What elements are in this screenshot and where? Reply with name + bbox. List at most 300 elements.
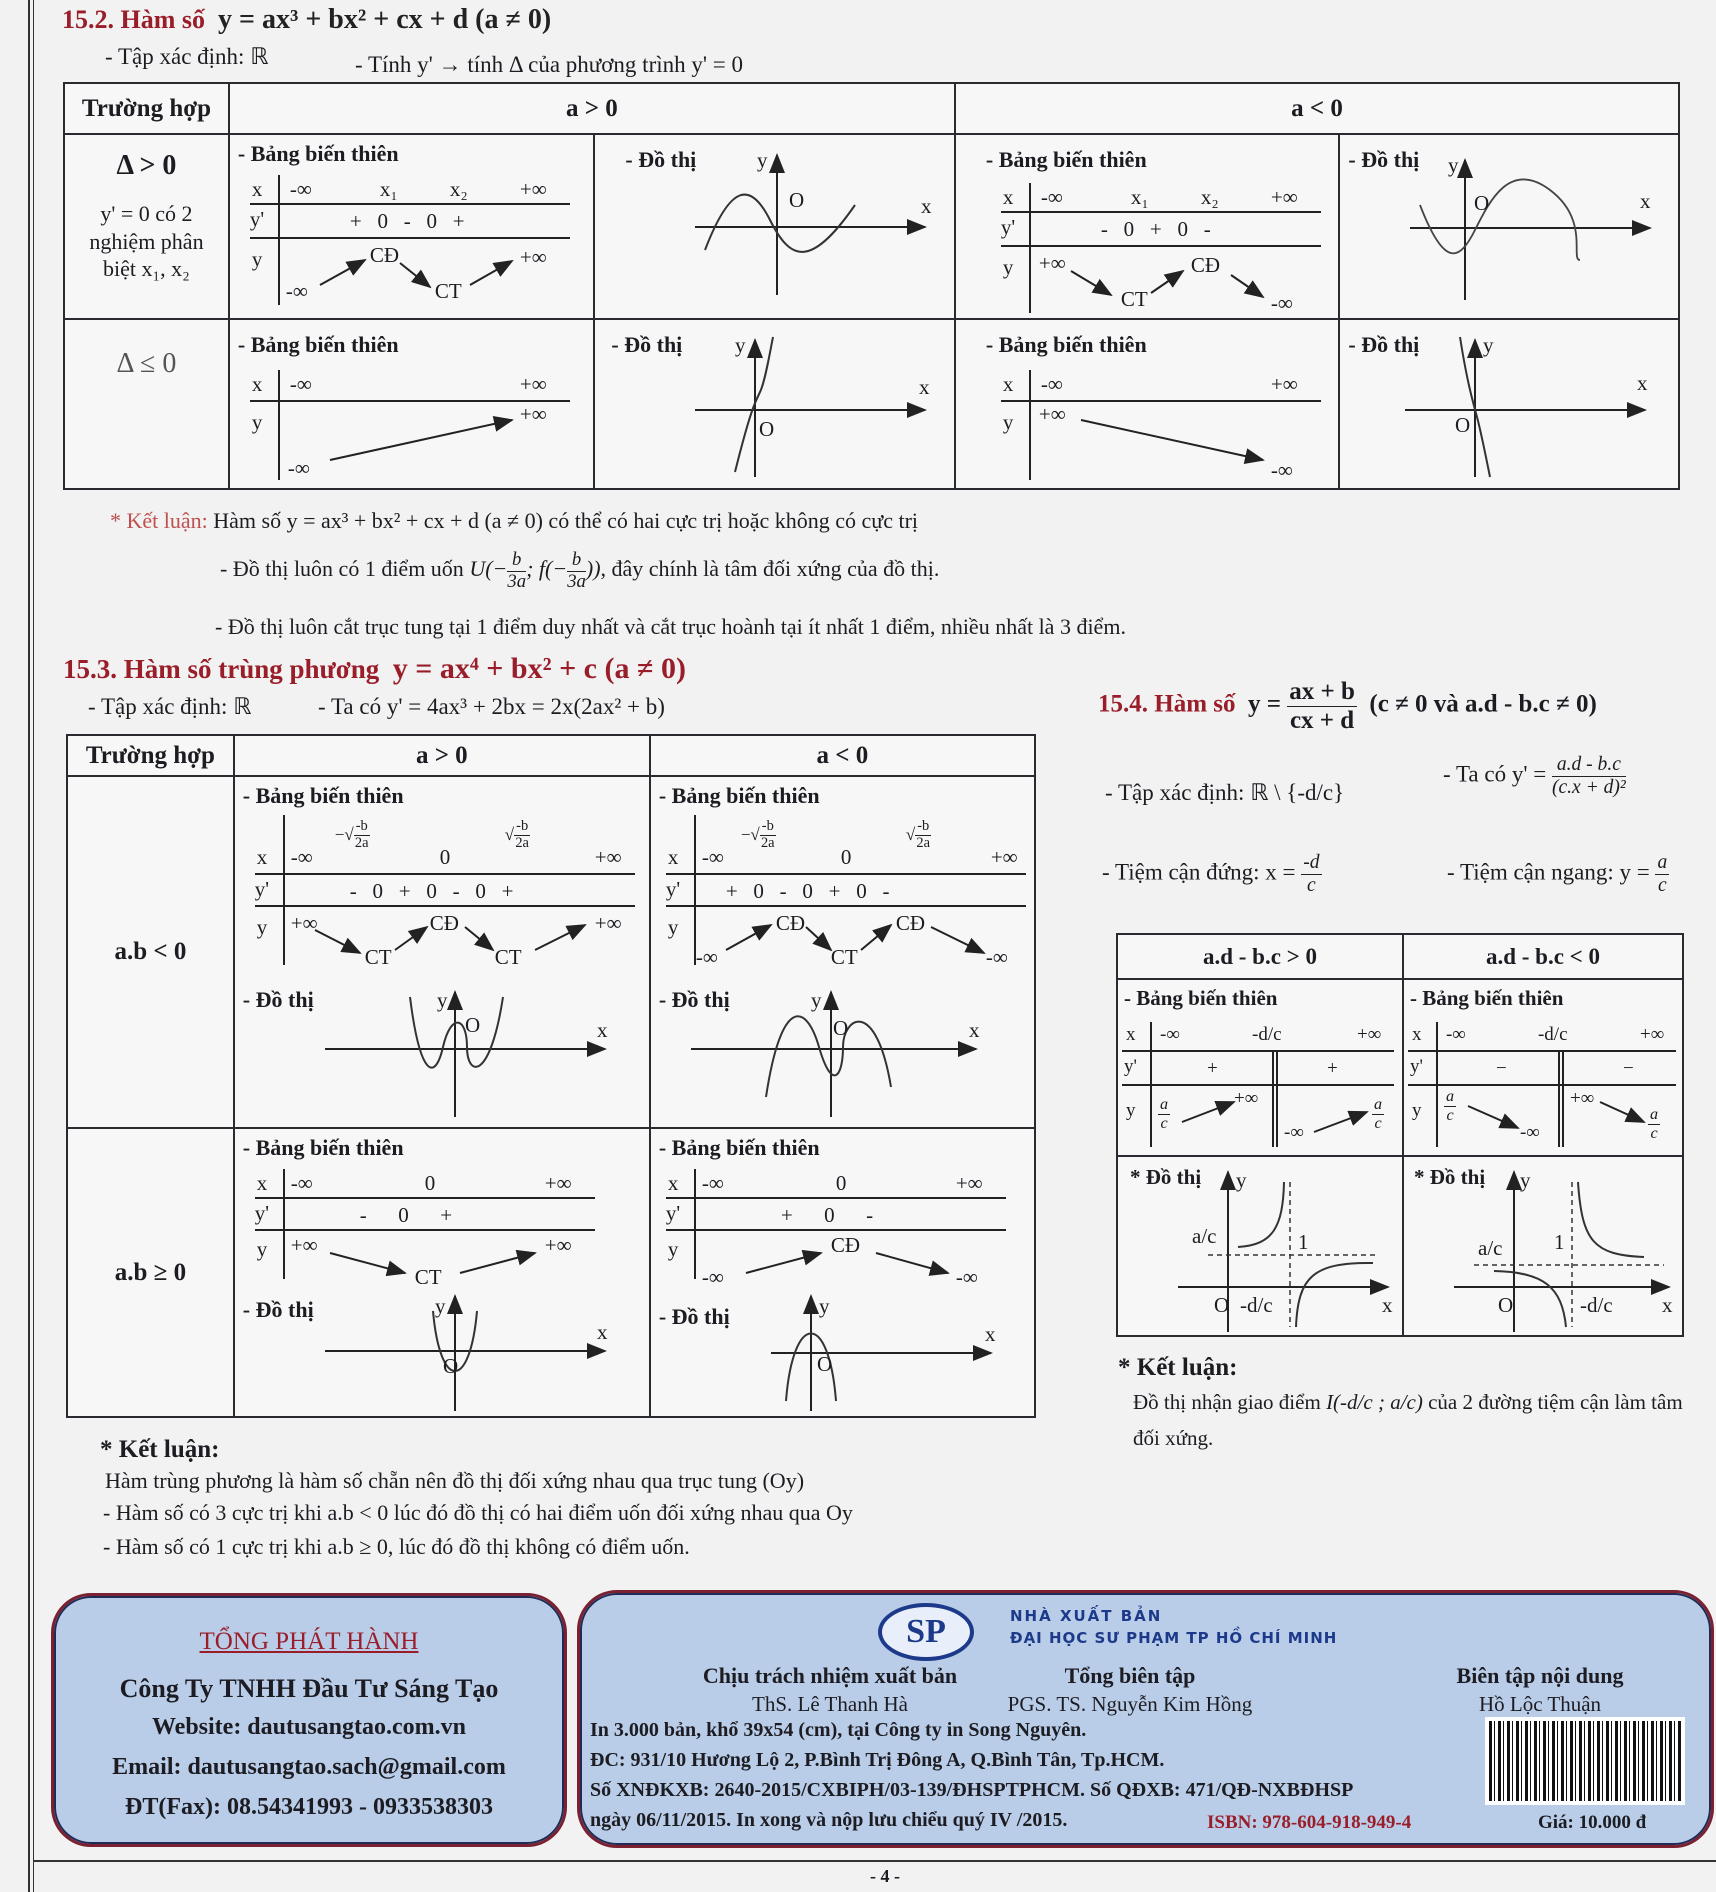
table-cell-text: CĐ [775, 911, 806, 935]
case-ab-nonneg: a.b ≥ 0 [67, 1128, 234, 1417]
graph-mark [705, 195, 855, 252]
graph-mark [400, 263, 430, 287]
table-cell-text: -∞ [1270, 291, 1293, 315]
table-cell-text: O [816, 1352, 833, 1376]
distributor-website[interactable]: Website: dautusangtao.com.vn [151, 1714, 467, 1740]
variation-table [250, 175, 570, 305]
graph-label: - Đồ thị [1348, 332, 1420, 357]
table-cell-text: -d/c [1240, 1293, 1273, 1317]
table-cell-text: CĐ [830, 1233, 861, 1257]
distributor-email[interactable]: Email: dautusangtao.sach@gmail.com [112, 1754, 506, 1780]
table-cell-text: y' [249, 207, 265, 231]
table-cell-text: √ $\frac{-b}{2a}$ [504, 818, 529, 851]
bottom-rule [34, 1860, 1716, 1862]
table-cell-text: y [1519, 1168, 1531, 1192]
variation-arrows [1001, 183, 1321, 313]
table-cell-text: O [789, 188, 805, 212]
bbt-label: - Bảng biến thiên [237, 141, 399, 166]
cubic-graph-falling-wave [1410, 150, 1650, 310]
variation-table [1408, 1022, 1676, 1147]
table-cell-text: CĐ [1190, 253, 1221, 277]
s153-conclusion-title: * Kết luận: [100, 1436, 220, 1463]
section-15-2-title: 15.2. Hàm số y = ax³ + bx² + cx + d (a ≠ 0) [62, 4, 552, 35]
print-info: In 3.000 bản, khổ 39x54 (cm), tại Công ty in Song Nguyên. [590, 1719, 1087, 1741]
table-cell-text: +∞ [1234, 1088, 1259, 1109]
s153-conclusion-2: - Hàm số có 3 cực trị khi a.b < 0 lúc đó đồ thị có hai điểm uốn đối xứng nhau qua Oy [103, 1500, 853, 1525]
table-cell-text: y [810, 988, 822, 1012]
table-cell-text: O [1474, 191, 1490, 215]
table-cell-text: y [256, 915, 268, 939]
table-cell-text: a.d - b.c [1552, 754, 1626, 777]
table-cell-text: O [1455, 413, 1471, 437]
graph-mark [1071, 271, 1111, 295]
table-cell-text: +∞ [1357, 1024, 1382, 1045]
table-cell-text: -∞ [695, 945, 718, 969]
table-cell-text: y [1002, 255, 1014, 279]
graph-label: * Đồ thị [1413, 1165, 1486, 1189]
bbt-label: - Bảng biến thiên [242, 1135, 404, 1160]
table-cell-text: y [1411, 1100, 1422, 1121]
table-cell-text: +∞ [519, 372, 547, 396]
bbt-label: - Bảng biến thiên [658, 783, 820, 808]
graph-label: - Đồ thị [1348, 147, 1420, 172]
s152-conclusion-1: * Kết luận: Hàm số y = ax³ + bx² + cx + d (a ≠ 0) có thể có hai cực trị hoặc không có cực trị [110, 508, 919, 533]
table-cell-text: a/c [1192, 1224, 1217, 1248]
table-cell-text: +∞ [1270, 185, 1298, 209]
table-cell-text: CT [414, 1265, 442, 1289]
variation-arrows [255, 815, 635, 965]
publisher-logo: SP [878, 1603, 974, 1661]
table-cell-text: -∞ [1040, 185, 1063, 209]
table-cell-text: a [1657, 852, 1668, 873]
case-ab-neg: a.b < 0 [67, 776, 234, 1128]
responsible-title: Chịu trách nhiệm xuất bản [702, 1663, 958, 1688]
delta-le-label: Δ ≤ 0 [116, 348, 177, 379]
quartic-aneg-abnonneg [650, 1128, 1035, 1417]
table-cell-text: CĐ [895, 911, 926, 935]
table-cell-text: x [1126, 1024, 1136, 1045]
table-cell-text: -∞ [287, 456, 310, 480]
variation-table [254, 1169, 595, 1289]
table-cell-text: + 0 - 0 + [349, 209, 465, 233]
table-cell-text: a [1374, 1096, 1383, 1113]
table-cell-text: O [464, 1013, 480, 1037]
content-editor-name: Hồ Lộc Thuận [1478, 1692, 1602, 1716]
header-det-neg: a.d - b.c < 0 [1403, 934, 1683, 979]
table-cell-text: b [507, 550, 526, 572]
table-cell-text: a [1160, 1096, 1169, 1113]
table-cell-text: (c.x + d)² [1551, 776, 1626, 798]
bbt-cubic-apos-dpos [229, 134, 595, 319]
table-cell-text: +∞ [519, 402, 547, 426]
graph-mark [410, 997, 503, 1068]
variation-table [250, 370, 570, 480]
table-cell-text: y [1448, 153, 1459, 177]
table-cell-text: c [1160, 1114, 1168, 1132]
table-cell-text: y [735, 333, 746, 357]
s154-deriv: - Ta có y' = $\frac{a.d - b.c}{\text{(c.x + d)²}}$ [1443, 754, 1626, 798]
graph-label: - Đồ thị [242, 1297, 314, 1322]
table-cell-text: x [984, 1322, 996, 1346]
s152-domain: - Tập xác định: ℝ [105, 44, 269, 69]
table-cell-text: c [1658, 874, 1667, 896]
table-cell-text: x [1002, 372, 1014, 396]
table-cell-text: y [256, 1237, 268, 1261]
section-15-4-title: 15.4. Hàm số y = $\frac{ax + b}{cx + d}$ (c ≠ 0 và a.d - b.c ≠ 0) [1098, 678, 1597, 734]
s152-conclusion-3: - Đồ thị luôn cắt trục tung tại 1 điểm duy nhất và cắt trục hoành tại ít nhất 1 điểm, nhiều nhất là 3 điểm. [215, 614, 1126, 639]
table-cell-text: 1 [1298, 1230, 1309, 1254]
cubic-graph-rising-wave [695, 145, 935, 305]
table-cell-text: -∞ [985, 945, 1008, 969]
table-cell-text: O [442, 1354, 458, 1378]
bbt-cubic-aneg-dpos [955, 134, 1339, 319]
graph-label: * Đồ thị [1130, 1165, 1202, 1189]
table-cell-text: +∞ [290, 911, 318, 935]
table-cell-text: -∞ [701, 1265, 724, 1289]
variation-table [1001, 183, 1321, 313]
table-cell-text: CĐ [429, 911, 459, 935]
table-cell-text: -∞ [1160, 1024, 1180, 1045]
table-cell-text: y [434, 1294, 446, 1318]
table-cell-text: 3a [567, 570, 586, 592]
table-cell-text: +∞ [544, 1233, 572, 1257]
graph-mark [1468, 1106, 1518, 1128]
table-cell-text: +∞ [1639, 1024, 1665, 1045]
table-cell-text: x [1411, 1024, 1422, 1045]
editor-in-chief-title: Tổng biên tập [1064, 1663, 1196, 1688]
table-cell-text: 1 [1553, 1230, 1565, 1254]
distributor-phone: ĐT(Fax): 08.54341993 - 0933538303 [125, 1794, 493, 1820]
publisher-box [577, 1590, 1714, 1848]
table-cell-text: 3a [507, 570, 527, 592]
table-cell-text: x [1640, 189, 1651, 213]
graph-mark [726, 925, 771, 950]
table-cell-text: − [1495, 1058, 1507, 1079]
s152-conclusion-2: - Đồ thị luôn có 1 điểm uốn U(− $\frac{b}{3a}$ ; f(− $\frac{b}{3a}$ )), đây chính là tâm đối xứng của đồ thị. [220, 549, 940, 592]
s154-conclusion-text: Đồ thị nhận giao điểm I(-d/c ; a/c) của 2 đường tiệm cận làm tâm đối xứng. [1133, 1390, 1683, 1450]
table-cell-text: +∞ [519, 245, 547, 269]
table-cell-text: - 0 + 0 - 0 + [349, 879, 514, 903]
content-editor-title: Biên tập nội dung [1456, 1663, 1624, 1688]
editor-in-chief-name: PGS. TS. Nguyễn Kim Hồng [1007, 1692, 1253, 1716]
graph-mark [330, 420, 512, 460]
table-cell-text: -∞ [290, 1171, 313, 1195]
graph-rational-neg [1403, 1156, 1683, 1336]
table-cell-text: -∞ [701, 1171, 724, 1195]
s154-vertical-asymptote: - Tiệm cận đứng: x = $\frac{-d}{c}$ [1102, 852, 1320, 896]
graph-label: - Đồ thị [242, 987, 314, 1012]
barcode [1485, 1717, 1685, 1805]
graph-cubic-aneg-dle [1339, 319, 1679, 489]
table-cell-text: y [1483, 333, 1494, 357]
quartic-graph-n-shape [771, 1291, 1031, 1411]
printer-address: ĐC: 931/10 Hương Lộ 2, P.Bình Trị Đông A, Q.Bình Tân, Tp.HCM. [590, 1749, 1165, 1771]
s153-domain: - Tập xác định: ℝ [88, 694, 252, 719]
table-cell-text: -b [516, 818, 529, 834]
variation-arrows [666, 815, 1026, 965]
table-cell-text: +∞ [519, 177, 547, 201]
table-cell-text: x [968, 1018, 980, 1042]
graph-mark [806, 927, 831, 950]
variation-arrows [1122, 1022, 1394, 1147]
bbt-label: - Bảng biến thiên [985, 147, 1147, 172]
table-cell-text: x [596, 1018, 608, 1042]
table-cell-text: -∞ [1519, 1122, 1540, 1143]
table-cell-text: -b [355, 818, 368, 834]
cubic-table [63, 82, 1680, 490]
header-case: Trường hợp [64, 83, 229, 134]
s154-horizontal-asymptote: - Tiệm cận ngang: y = $\frac{a}{c}$ [1447, 852, 1668, 896]
graph-mark [395, 927, 427, 950]
table-cell-text: x [256, 845, 268, 869]
table-cell-text: O [832, 1016, 849, 1040]
graph-mark [1296, 1263, 1373, 1327]
graph-mark [1081, 420, 1263, 460]
distributor-heading: TỔNG PHÁT HÀNH [199, 1628, 419, 1655]
table-cell-text: a/c [1477, 1236, 1503, 1260]
table-cell-text: y' [1124, 1056, 1137, 1077]
table-cell-text: y' [1409, 1056, 1423, 1077]
distributor-company: Công Ty TNHH Đầu Tư Sáng Tạo [119, 1674, 499, 1703]
table-cell-text: cx + d [1289, 706, 1355, 734]
quartic-apos-abneg [234, 776, 650, 1128]
delta-pos-desc: y' = 0 có 2 nghiệm phân biệt x₁, x₂ [89, 201, 204, 281]
table-cell-text: y' [665, 1201, 681, 1225]
table-cell-text: CT [494, 945, 522, 969]
table-cell-text: CT [434, 279, 462, 303]
rational-graph-decreasing [1454, 1167, 1679, 1332]
graph-cubic-aneg-dpos [1339, 134, 1679, 319]
table-cell-text: 2a [916, 834, 931, 851]
s154-conclusion-title: * Kết luận: [1118, 1354, 1238, 1381]
graph-mark [315, 930, 360, 953]
table-cell-text: c [1446, 1106, 1454, 1124]
header-a-pos: a > 0 [234, 735, 650, 776]
bbt-label: - Bảng biến thiên [1409, 986, 1564, 1010]
bbt-cubic-aneg-dle [955, 319, 1339, 489]
table-cell-text: x [1637, 371, 1648, 395]
table-cell-text: + 0 - 0 + 0 - [725, 879, 890, 903]
table-cell-text: O [1497, 1293, 1514, 1317]
table-cell-text: y [667, 915, 679, 939]
bbt-label: - Bảng biến thiên [1124, 986, 1278, 1010]
variation-table [665, 815, 1026, 969]
table-cell-text: b [567, 550, 586, 572]
section-15-3-title: 15.3. Hàm số trùng phương y = ax⁴ + bx² + c (a ≠ 0) [63, 652, 686, 685]
table-cell-text: y [818, 1294, 830, 1318]
cubic-graph-increasing [695, 332, 935, 482]
graph-mark [1151, 271, 1183, 293]
table-cell-text: CT [1120, 287, 1148, 311]
quartic-aneg-abneg [650, 776, 1035, 1128]
variation-table [1001, 370, 1321, 480]
license-info: Số XNĐKXB: 2640-2015/CXBIPH/03-139/ĐHSPTPHCM. Số QĐXB: 471/QĐ-NXBĐHSP [590, 1779, 1354, 1801]
bbt-label: - Bảng biến thiên [237, 332, 399, 357]
table-cell-text: √ $\frac{-b}{2a}$ [905, 818, 931, 851]
table-cell-text: + [1207, 1058, 1218, 1079]
bbt-label: - Bảng biến thiên [242, 783, 404, 808]
table-cell-text: -∞ [1284, 1122, 1304, 1143]
quartic-graph-u-shape [325, 1291, 625, 1411]
table-cell-text: y [667, 1237, 679, 1261]
table-cell-text: x [919, 375, 930, 399]
table-cell-text: -d/c [1579, 1293, 1613, 1317]
table-cell-text: -∞ [955, 1265, 978, 1289]
graph-mark [465, 927, 493, 950]
table-cell-text: 2a [760, 834, 775, 851]
table-cell-text: -b [761, 818, 774, 834]
table-cell-text: - 0 + [359, 1203, 453, 1227]
s152-step: - Tính y' → tính Δ của phương trình y' = 0 [355, 52, 743, 77]
table-cell-text: 0 [840, 845, 852, 869]
variation-arrows [1408, 1022, 1676, 1147]
table-cell-text: a [1445, 1088, 1455, 1105]
graph-rational-pos [1117, 1156, 1403, 1336]
table-cell-text: ax + b [1289, 678, 1355, 705]
graph-mark [320, 260, 365, 285]
table-cell-text: y' [665, 877, 681, 901]
graph-mark [330, 1253, 405, 1273]
table-cell-text: x [256, 1171, 268, 1195]
table-cell-text: c [1374, 1114, 1382, 1132]
s153-deriv: - Ta có y' = 4ax³ + 2bx = 2x(2ax² + b) [318, 694, 665, 719]
table-cell-text: -∞ [1040, 372, 1063, 396]
table-cell-text: CĐ [369, 243, 400, 267]
bbt-rational-pos [1117, 979, 1403, 1156]
table-cell-text: +∞ [594, 911, 622, 935]
s154-domain: - Tập xác định: ℝ \ {-d/c} [1105, 780, 1345, 805]
header-case: Trường hợp [67, 735, 234, 776]
table-cell-text: x [251, 177, 263, 201]
graph-mark [535, 925, 585, 950]
table-cell-text: y [251, 410, 263, 434]
case-delta-pos [64, 134, 229, 319]
header-a-neg: a < 0 [955, 83, 1679, 134]
table-cell-text: x [667, 1171, 679, 1195]
table-cell-text: O [1214, 1293, 1230, 1317]
graph-mark [861, 925, 891, 950]
s153-conclusion-3: - Hàm số có 1 cực trị khi a.b ≥ 0, lúc đó đồ thị không có điểm uốn. [103, 1534, 690, 1559]
table-cell-text: x₁ [1130, 185, 1149, 209]
table-cell-text: -d [1303, 852, 1320, 873]
quartic-apos-abnonneg [234, 1128, 650, 1417]
table-cell-text: x₂ [449, 177, 468, 201]
graph-mark [746, 1253, 821, 1273]
table-cell-text: x [1382, 1293, 1393, 1317]
bbt-label: - Bảng biến thiên [658, 1135, 820, 1160]
table-cell-text: -d/c [1537, 1024, 1568, 1045]
variation-arrows [666, 1169, 1006, 1279]
bbt-rational-neg [1403, 979, 1683, 1156]
table-cell-text: +∞ [1569, 1088, 1595, 1109]
graph-label: - Đồ thị [658, 1304, 730, 1329]
table-cell-text: O [759, 417, 775, 441]
table-cell-text: +∞ [955, 1171, 983, 1195]
price: Giá: 10.000 đ [1538, 1812, 1647, 1833]
table-cell-text: -b [917, 818, 930, 834]
table-cell-text: 2a [515, 834, 529, 851]
quartic-table [66, 734, 1036, 1418]
graph-mark [1420, 179, 1580, 260]
table-cell-text: -∞ [289, 177, 312, 201]
graph-mark [1314, 1112, 1367, 1132]
graph-cubic-apos-dle [594, 319, 955, 489]
header-a-neg: a < 0 [650, 735, 1035, 776]
graph-mark [1600, 1102, 1644, 1122]
variation-table [254, 815, 635, 969]
table-cell-text: a [1649, 1106, 1659, 1123]
table-cell-text: + [1327, 1058, 1338, 1079]
table-cell-text: −√ $\frac{-b}{2a}$ [334, 818, 369, 851]
graph-cubic-apos-dpos [594, 134, 955, 319]
rational-graph-increasing [1178, 1167, 1398, 1332]
page-border [28, 0, 34, 1892]
table-cell-text: −√ $\frac{-b}{2a}$ [740, 818, 775, 851]
table-cell-text: -∞ [1445, 1024, 1466, 1045]
table-cell-text: y [1126, 1100, 1136, 1121]
graph-mark [470, 261, 512, 285]
graph-mark [876, 1253, 948, 1273]
graph-label: - Đồ thị [625, 147, 697, 172]
header-det-pos: a.d - b.c > 0 [1117, 934, 1403, 979]
table-cell-text: + 0 - [780, 1203, 874, 1227]
variation-arrows [255, 1169, 595, 1279]
table-cell-text: y [251, 247, 263, 271]
table-cell-text: +∞ [990, 845, 1018, 869]
table-cell-text: +∞ [1270, 372, 1298, 396]
rational-table [1116, 933, 1684, 1337]
table-cell-text: 0 [835, 1171, 847, 1195]
table-cell-text: x₁ [379, 177, 398, 201]
variation-arrows [250, 370, 570, 480]
bbt-label: - Bảng biến thiên [985, 332, 1147, 357]
header-a-pos: a > 0 [229, 83, 955, 134]
table-cell-text: y' [1000, 215, 1016, 239]
table-cell-text: x [1661, 1293, 1673, 1317]
distributor-box [51, 1593, 567, 1847]
graph-mark [1578, 1182, 1644, 1257]
graph-mark [931, 927, 984, 953]
table-cell-text: -∞ [290, 845, 313, 869]
variation-arrows [1001, 370, 1321, 480]
table-cell-text: CT [364, 945, 392, 969]
table-cell-text: -∞ [701, 845, 724, 869]
table-cell-text: x [667, 845, 679, 869]
table-cell-text: y [1236, 1168, 1247, 1192]
publish-date: ngày 06/11/2015. In xong và nộp lưu chiểu quý IV /2015. [590, 1809, 1068, 1831]
table-cell-text: +∞ [594, 845, 622, 869]
table-cell-text: y [436, 988, 448, 1012]
quartic-graph-m-shape [691, 987, 991, 1117]
delta-pos-label: Δ > 0 [116, 150, 177, 181]
table-cell-text: CT [830, 945, 858, 969]
table-cell-text: y' [254, 877, 270, 901]
variation-table [1122, 1022, 1394, 1147]
variation-table [665, 1169, 1006, 1289]
table-cell-text: -∞ [1270, 458, 1293, 482]
graph-mark [766, 1016, 891, 1097]
table-cell-text: 0 [439, 845, 451, 869]
table-cell-text: x₂ [1200, 185, 1219, 209]
publisher-name-2: ĐẠI HỌC SƯ PHẠM TP HỒ CHÍ MINH [1010, 1629, 1338, 1647]
table-cell-text: -d/c [1252, 1024, 1282, 1045]
table-cell-text: c [1650, 1124, 1658, 1142]
bbt-cubic-apos-dle [229, 319, 595, 489]
table-cell-text: 0 [424, 1171, 436, 1195]
table-cell-text: +∞ [1038, 402, 1066, 426]
graph-label: - Đồ thị [658, 987, 730, 1012]
graph-mark [1231, 275, 1263, 297]
